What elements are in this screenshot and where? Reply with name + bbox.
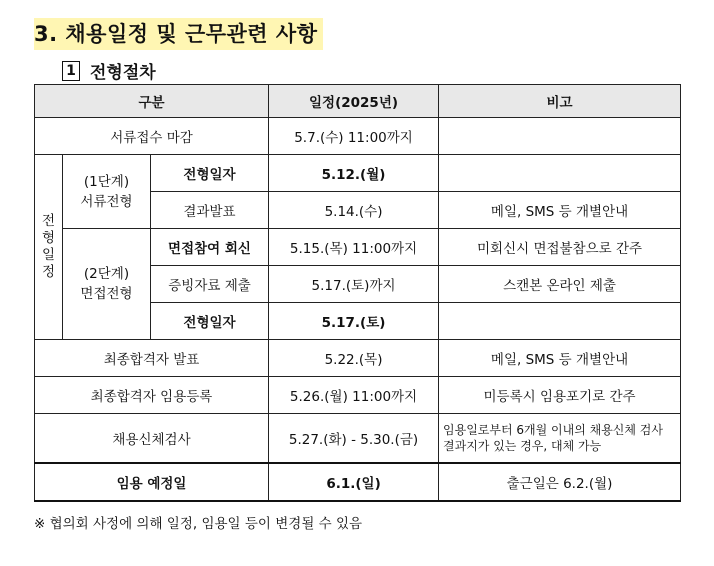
table-row (35, 377, 681, 414)
table-header-row (35, 85, 681, 118)
row-note: 미회신시 면접불참으로 간주 (439, 229, 681, 266)
row-date: 5.14.(수) (269, 192, 439, 229)
row-label: 면접참여 회신 (151, 229, 269, 266)
row-note: 메일, SMS 등 개별안내 (439, 192, 681, 229)
subsection-title: 전형절차 (90, 63, 156, 83)
row-date: 5.17.(토) (269, 303, 439, 340)
row-label: 최종합격자 임용등록 (35, 377, 269, 414)
row-label: 결과발표 (151, 192, 269, 229)
row-date: 5.7.(수) 11:00까지 (269, 118, 439, 155)
table-row (35, 229, 681, 266)
row-note: 출근일은 6.2.(월) (439, 463, 681, 501)
row-date: 5.17.(토)까지 (269, 266, 439, 303)
row-note: 메일, SMS 등 개별안내 (439, 340, 681, 377)
header-schedule: 일정(2025년) (269, 85, 439, 118)
subsection-number-box: 1 (62, 61, 80, 81)
row-date: 5.15.(목) 11:00까지 (269, 229, 439, 266)
row-label: 증빙자료 제출 (151, 266, 269, 303)
row-note (439, 155, 681, 192)
group-label-text: 전형일정 (41, 213, 56, 280)
row-date: 5.22.(목) (269, 340, 439, 377)
section-title: 3. 채용일정 및 근무관련 사항 (34, 18, 323, 50)
table-row (35, 340, 681, 377)
stage2-label: (2단계) 면접전형 (63, 229, 151, 340)
row-note: 임용일로부터 6개월 이내의 채용신체 검사 결과지가 있는 경우, 대체 가능 (439, 414, 681, 464)
table-row (35, 155, 681, 192)
table-row (35, 118, 681, 155)
group-label-schedule (35, 155, 63, 340)
row-label: 전형일자 (151, 155, 269, 192)
subsection-heading (62, 58, 156, 83)
stage1-label: (1단계) 서류전형 (63, 155, 151, 229)
row-label: 채용신체검사 (35, 414, 269, 464)
row-label: 전형일자 (151, 303, 269, 340)
row-note: 스캔본 온라인 제출 (439, 266, 681, 303)
row-date: 5.27.(화) - 5.30.(금) (269, 414, 439, 464)
header-category: 구분 (35, 85, 269, 118)
row-label: 임용 예정일 (35, 463, 269, 501)
footnote: ※ 협의회 사정에 의해 일정, 임용일 등이 변경될 수 있음 (34, 516, 363, 532)
row-note: 미등록시 임용포기로 간주 (439, 377, 681, 414)
row-note (439, 303, 681, 340)
row-label: 최종합격자 발표 (35, 340, 269, 377)
row-date: 5.12.(월) (269, 155, 439, 192)
header-remarks: 비고 (439, 85, 681, 118)
schedule-table (34, 84, 681, 502)
row-label: 서류접수 마감 (35, 118, 269, 155)
table-row (35, 463, 681, 501)
row-date: 6.1.(일) (269, 463, 439, 501)
row-note (439, 118, 681, 155)
row-date: 5.26.(월) 11:00까지 (269, 377, 439, 414)
table-row (35, 414, 681, 464)
